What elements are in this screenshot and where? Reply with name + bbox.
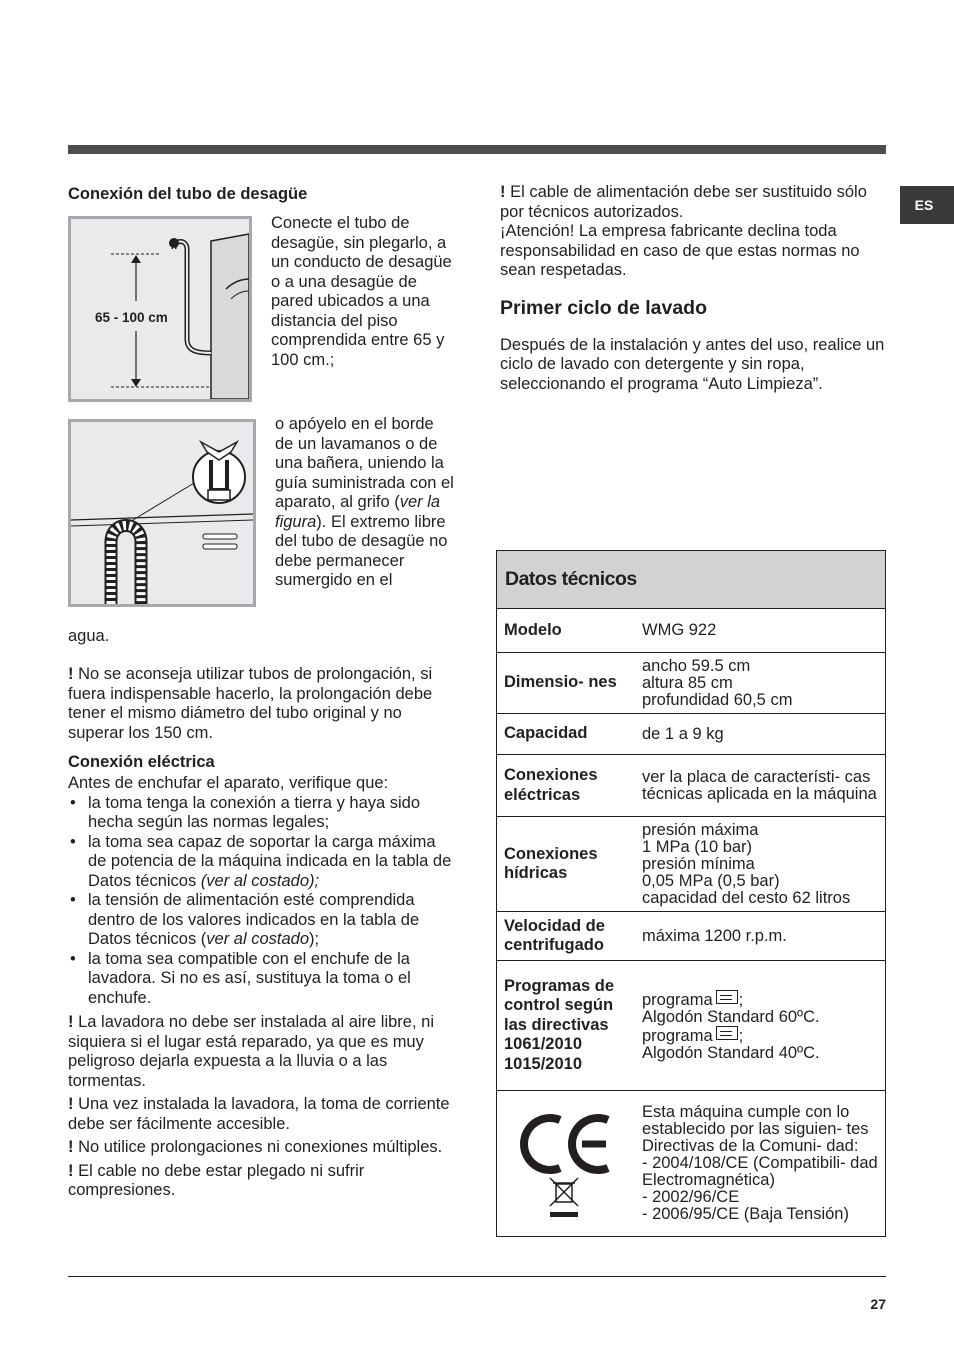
cable-bend-warning-text: El cable no debe estar plegado ni sufrir compresiones. bbox=[68, 1161, 365, 1199]
warning-mark: ! bbox=[68, 1095, 74, 1113]
extension-warning bbox=[68, 665, 458, 743]
table-row bbox=[497, 1091, 885, 1236]
first-cycle-title: Primer ciclo de lavado bbox=[500, 296, 708, 319]
bottom-rule bbox=[68, 1276, 886, 1277]
tech-data-table bbox=[496, 550, 886, 1237]
water-value: capacidad del cesto 62 litros bbox=[642, 888, 851, 907]
first-cycle-text: Después de la instalación y antes del uso, realice un ciclo de lavado con detergente y sin ropa, seleccionando el programa “Auto Limpieza”. bbox=[500, 335, 885, 393]
row-key: Modelo bbox=[504, 620, 562, 639]
program-sep: ; bbox=[738, 990, 744, 1009]
row-key: Programas de control según las directivas 1061/2010 1015/2010 bbox=[504, 976, 615, 1073]
electrical-value: ver la placa de característi- cas técnicas aplicada en la máquina bbox=[642, 767, 877, 803]
cable-replacement-text: El cable de alimentación debe ser sustituido sólo por técnicos autorizados. bbox=[500, 183, 867, 221]
dimension-value: altura 85 cm bbox=[642, 673, 733, 692]
ce-mark-cell bbox=[497, 1091, 634, 1236]
row-value bbox=[634, 961, 885, 1090]
table-row bbox=[497, 912, 885, 961]
outdoor-warning bbox=[68, 1013, 458, 1091]
bullet-text: la toma sea compatible con el enchufe de la lavadora. Si no es así, sustituya la toma o el enchufe. bbox=[88, 949, 411, 1007]
drain-alternative-text-end: agua. bbox=[68, 627, 110, 645]
spin-value: máxima 1200 r.p.m. bbox=[642, 926, 787, 945]
row-key: Dimensio- nes bbox=[504, 673, 617, 692]
warning-mark: ! bbox=[500, 183, 506, 201]
row-value bbox=[634, 817, 885, 911]
row-value bbox=[634, 714, 885, 754]
extension-cable-warning-text: No utilice prolongaciones ni conexiones múltiples. bbox=[78, 1138, 443, 1156]
row-value bbox=[634, 653, 885, 713]
cable-replacement-warning bbox=[500, 183, 886, 222]
weee-bin-icon bbox=[550, 1178, 578, 1217]
capacity-value: de 1 a 9 kg bbox=[642, 724, 724, 743]
row-value bbox=[634, 609, 885, 652]
drain-section-title: Conexión del tubo de desagüe bbox=[68, 185, 308, 203]
see-side-ref: (ver al costado); bbox=[200, 871, 320, 890]
wash-program-icon bbox=[716, 1026, 738, 1040]
wash-program-icon bbox=[716, 990, 738, 1004]
drain-bathtub-figure bbox=[68, 419, 256, 607]
socket-warning-text: Una vez instalada la lavadora, la toma de corriente debe ser fácilmente accesible. bbox=[68, 1095, 450, 1133]
program-sep: ; bbox=[738, 1026, 744, 1045]
dimension-value: ancho 59.5 cm bbox=[642, 656, 751, 675]
bullet-text: ); bbox=[309, 930, 320, 948]
program-word: programa bbox=[642, 990, 713, 1009]
bullet-item bbox=[68, 950, 458, 1009]
row-key: Velocidad de centrifugado bbox=[504, 916, 605, 954]
directive-item: - 2006/95/CE (Baja Tensión) bbox=[642, 1205, 849, 1223]
language-tab: ES bbox=[900, 186, 954, 224]
program-value: Algodón Standard 40ºC. bbox=[642, 1043, 820, 1062]
table-row bbox=[497, 714, 885, 755]
water-value: 1 MPa (10 bar) bbox=[642, 837, 753, 856]
compliance-text: Esta máquina cumple con lo establecido por las siguien- tes Directivas de la Comuni- dad: bbox=[642, 1103, 869, 1155]
program-line bbox=[642, 990, 881, 1009]
water-value: presión mínima bbox=[642, 854, 755, 873]
row-value bbox=[634, 912, 885, 960]
left-lower-block bbox=[68, 665, 458, 1205]
bullet-text: la tensión de alimentación esté comprendida dentro de los valores indicados en la tabla de Datos técnicos ( bbox=[88, 891, 420, 948]
program-value: Algodón Standard 60ºC. bbox=[642, 1007, 820, 1026]
hose-guide-illustration bbox=[71, 422, 253, 604]
model-value: WMG 922 bbox=[642, 621, 717, 639]
bullet-text: la toma sea capaz de soportar la carga máxima de potencia de la máquina indicada en la tabla de Datos técnicos bbox=[88, 832, 452, 890]
table-row bbox=[497, 817, 885, 912]
row-value bbox=[634, 755, 885, 816]
bullet-text: la toma tenga la conexión a tierra y haya sido hecha según las normas legales; bbox=[88, 793, 421, 831]
water-value: 0,05 MPa (0,5 bar) bbox=[642, 871, 780, 890]
left-column bbox=[68, 184, 458, 1199]
table-row bbox=[497, 653, 885, 714]
see-side-ref: ver al costado bbox=[206, 930, 310, 948]
warning-mark: ! bbox=[68, 1161, 74, 1180]
outdoor-warning-text: La lavadora no debe ser instalada al aire libre, ni siquiera si el lugar está reparado, ya que es muy peligroso dejarla expuesta a la lluvia o a las tormentas. bbox=[68, 1013, 434, 1090]
row-key: Conexiones eléctricas bbox=[504, 766, 598, 804]
height-range-label: 65 - 100 cm bbox=[95, 310, 168, 325]
bullet-item bbox=[68, 891, 458, 950]
program-word: programa bbox=[642, 1026, 713, 1045]
program-line bbox=[642, 1026, 881, 1045]
electric-section-title: Conexión eléctrica bbox=[68, 753, 215, 771]
see-figure-ref: ver la figura bbox=[275, 493, 441, 531]
water-value: presión máxima bbox=[642, 820, 759, 839]
extension-warning-text: No se aconseja utilizar tubos de prolongación, si fuera indispensable hacerlo, la prolongación debe tener el mismo diámetro del tubo original y no superar los 150 cm. bbox=[68, 665, 433, 742]
row-key: Capacidad bbox=[504, 724, 588, 743]
warning-mark: ! bbox=[68, 1138, 74, 1156]
table-row bbox=[497, 961, 885, 1091]
drain-height-figure bbox=[68, 216, 252, 402]
bullet-item bbox=[68, 794, 458, 833]
top-rule bbox=[68, 145, 886, 154]
row-key: Conexiones hídricas bbox=[504, 844, 598, 882]
row-value bbox=[634, 1091, 885, 1236]
right-column bbox=[500, 183, 886, 394]
bullet-item bbox=[68, 833, 458, 892]
warning-mark: ! bbox=[68, 665, 74, 683]
warning-mark: ! bbox=[68, 1013, 74, 1031]
dimension-value: profundidad 60,5 cm bbox=[642, 690, 793, 709]
extension-cable-warning bbox=[68, 1138, 458, 1158]
table-row bbox=[497, 609, 885, 653]
directive-item: - 2004/108/CE (Compatibili- dad Electromagnética) bbox=[642, 1154, 878, 1189]
ce-mark-icon bbox=[516, 1104, 616, 1224]
socket-warning bbox=[68, 1095, 458, 1134]
alt-text-part: o apóyelo en el borde de un lavamanos o de una bañera, uniendo la guía suministrada con el aparato, al grifo ( bbox=[275, 415, 454, 511]
attention-text: ¡Atención! La empresa fabricante declina toda responsabilidad en caso de que estas normas no sean respetadas. bbox=[500, 222, 860, 279]
page-number: 27 bbox=[870, 1296, 886, 1312]
electric-intro: Antes de enchufar el aparato, verifique que: bbox=[68, 774, 389, 792]
tech-table-title: Datos técnicos bbox=[497, 551, 885, 609]
drain-alternative-text bbox=[275, 415, 455, 591]
table-row bbox=[497, 755, 885, 817]
alt-text-part: ). El extremo libre del tubo de desagüe no debe permanecer sumergido en el bbox=[275, 512, 448, 589]
directive-item: - 2002/96/CE bbox=[642, 1188, 740, 1206]
drain-connection-text: Conecte el tubo de desagüe, sin plegarlo, a un conducto de desagüe o a una desagüe de pared ubicados a una distancia del piso comprendida entre 65 y 100 cm.; bbox=[271, 214, 452, 369]
cable-bend-warning bbox=[68, 1162, 458, 1201]
